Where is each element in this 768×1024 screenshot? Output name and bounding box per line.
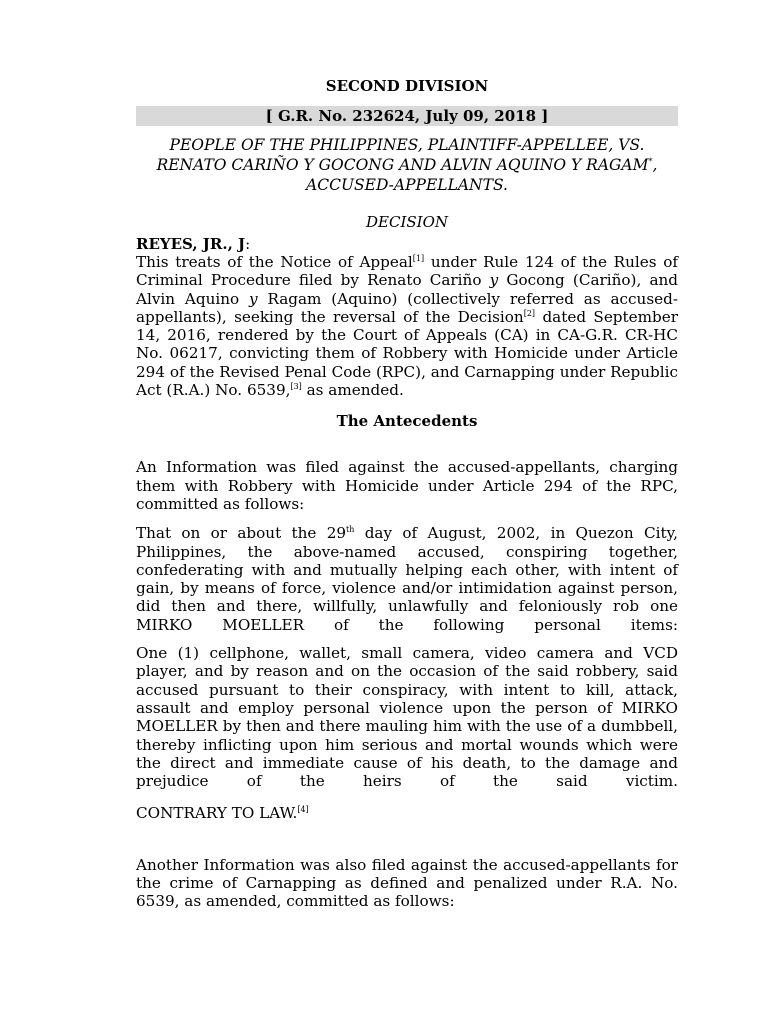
antecedents-heading: The Antecedents <box>336 412 478 431</box>
intro-text-5: dated September 14, 2016, rendered by the Court of Appeals (CA) in CA-G.R. CR-HC No. 06217, convicting them of Robbery with Homicide under Article 294 of the Revised Penal Code (RPC), and Carnapping under Republic Act (R.A.) No. 6539, <box>136 307 678 400</box>
footnote-link-1[interactable]: [1] <box>412 253 425 263</box>
quote1-text-2: day of August, 2002, in Quezon City, Philippines, the above-named accused, conspiring together, confederating with and mutually helping each other, with intent of gain, by means of force, violence and/or intimidation against person, did then and there, willfully, unlawfully and feloniously rob one MIRKO MOELLER of the following personal items: <box>136 524 678 634</box>
footnote-link-3[interactable]: [3] <box>290 382 302 392</box>
parties-line-2-text: RENATO CARIÑO Y GOCONG AND ALVIN AQUINO Y RAGAM <box>156 156 649 174</box>
quoted-information-paragraph-1 <box>136 524 678 634</box>
intro-text-6: as amended. <box>301 381 404 400</box>
intro-y-2: y <box>249 289 258 308</box>
intro-paragraph <box>136 253 678 399</box>
asterisk-footnote-mark: * <box>648 156 653 166</box>
parties-line-1: PEOPLE OF THE PHILIPPINES, PLAINTIFF-APPELLEE, VS. <box>169 136 645 154</box>
quote1-text-1: That on or about the 29 <box>136 524 347 543</box>
contrary-text: CONTRARY TO LAW. <box>136 804 298 823</box>
footnote-link-4[interactable]: [4] <box>297 805 309 815</box>
information-paragraph-1: An Information was filed against the accused-appellants, charging them with Robbery with Homicide under Article 294 of the RPC, committed as follows: <box>136 458 678 513</box>
decision-heading: DECISION <box>365 213 448 231</box>
case-number-bar: [ G.R. No. 232624, July 09, 2018 ] <box>136 106 678 126</box>
intro-text-2: under Rule 124 of the Rules of Criminal Procedure filed by Renato Cariño <box>136 253 678 290</box>
intro-y-1: y <box>489 271 499 290</box>
parties-line-3: ACCUSED-APPELLANTS. <box>306 176 508 194</box>
contrary-to-law <box>136 804 678 822</box>
information-paragraph-2: Another Information was also filed against the accused-appellants for the crime of Carnapping as defined and penalized under R.A. No. 6539, as amended, committed as follows: <box>136 855 678 911</box>
ponente <box>136 235 678 253</box>
intro-text-3: Gocong (Cariño), and Alvin Aquino <box>136 271 678 308</box>
quoted-information-paragraph-2: One (1) cellphone, wallet, small camera, video camera and VCD player, and by reason and on the occasion of the said robbery, said accused pursuant to their conspiracy, with intent to kill, attack, assault and employ personal violence upon the person of MIRKO MOELLER by then and there mauling him with the use of a dumbbell, thereby inflicting upon him serious and mortal wounds which were the direct and immediate cause of his death, to the damage and prejudice of the heirs of the said victim. <box>136 644 678 791</box>
ponente-name: REYES, JR., J <box>136 235 246 253</box>
footnote-link-2[interactable]: [2] <box>523 308 536 318</box>
case-parties <box>136 135 678 195</box>
parties-line-2 <box>136 155 678 175</box>
parties-line-2-comma: , <box>652 156 658 174</box>
division-title: SECOND DIVISION <box>325 77 489 95</box>
decision-content <box>136 76 678 911</box>
intro-text-1: This treats of the Notice of Appeal <box>136 253 413 271</box>
intro-text-4: Ragam (Aquino) (collectively referred as accused-appellants), seeking the reversal of the Decision <box>136 289 678 326</box>
ordinal-superscript: th <box>346 525 355 535</box>
ponente-colon: : <box>245 235 251 253</box>
